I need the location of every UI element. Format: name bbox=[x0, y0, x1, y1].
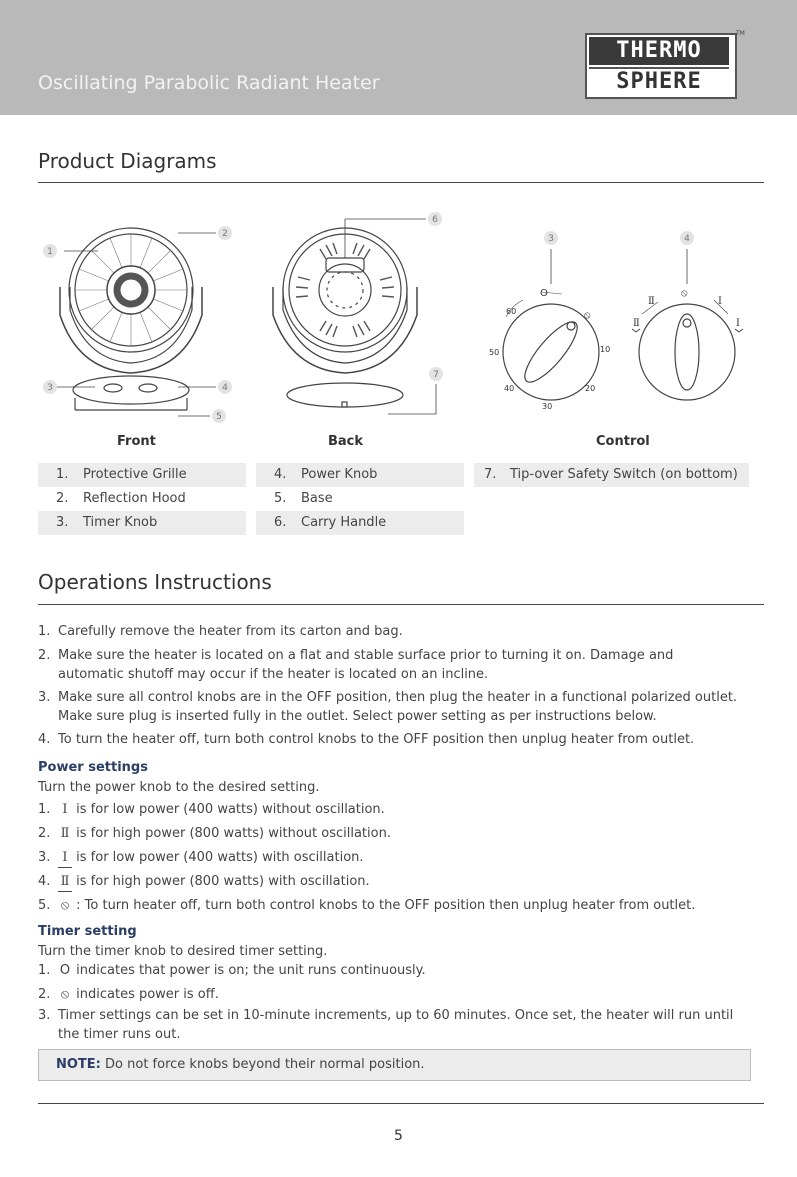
footer-divider bbox=[38, 1103, 764, 1104]
callout-6: 6 bbox=[432, 215, 438, 225]
control-caption: Control bbox=[596, 434, 650, 449]
low-power-oscillation-icon: I bbox=[58, 848, 72, 868]
list-item: 4. Power Knob bbox=[256, 463, 464, 487]
list-item: 3. Timer Knob bbox=[38, 511, 246, 535]
note-box bbox=[38, 1049, 751, 1081]
section-divider bbox=[38, 604, 764, 605]
timer-label-on: O bbox=[540, 288, 548, 299]
power-label-off: ⦸ bbox=[681, 288, 688, 299]
product-diagrams-heading: Product Diagrams bbox=[38, 149, 217, 173]
front-diagram bbox=[38, 205, 238, 425]
timer-label-50: 50 bbox=[489, 348, 500, 357]
callout-5: 5 bbox=[216, 412, 222, 422]
power-label-low: I bbox=[718, 296, 722, 307]
callout-4: 4 bbox=[222, 383, 228, 393]
power-knob-callout: 4 bbox=[684, 234, 690, 244]
off-icon: ⦸ bbox=[60, 987, 70, 1002]
callout-1: 1 bbox=[47, 247, 53, 257]
timer-setting-heading: Timer setting bbox=[38, 924, 137, 939]
operations-heading: Operations Instructions bbox=[38, 570, 272, 594]
control-diagram bbox=[478, 222, 768, 422]
timer-knob-callout: 3 bbox=[548, 234, 554, 244]
power-settings-heading: Power settings bbox=[38, 760, 148, 775]
callout-2: 2 bbox=[222, 229, 228, 239]
product-title: Oscillating Parabolic Radiant Heater bbox=[38, 72, 380, 94]
oscillation-arrow-icons bbox=[632, 329, 743, 332]
front-base bbox=[73, 376, 189, 404]
note-label: NOTE: bbox=[56, 1057, 101, 1072]
callout-7: 7 bbox=[433, 370, 439, 380]
page-number: 5 bbox=[394, 1128, 403, 1144]
timer-setting-intro: Turn the timer knob to desired timer setting. bbox=[38, 944, 328, 959]
power-settings-intro: Turn the power knob to the desired setting. bbox=[38, 780, 320, 795]
carry-handle bbox=[326, 258, 364, 272]
front-caption: Front bbox=[117, 434, 156, 449]
timer-label-30: 30 bbox=[542, 402, 553, 411]
list-item: 7. Tip-over Safety Switch (on bottom) bbox=[474, 463, 749, 487]
off-icon: ⦸ bbox=[60, 898, 70, 913]
high-power-oscillation-icon: Ⅱ bbox=[58, 872, 72, 892]
timer-label-20: 20 bbox=[585, 384, 596, 393]
on-icon: O bbox=[59, 963, 71, 978]
list-item: 1. Protective Grille bbox=[38, 463, 246, 487]
high-power-icon: Ⅱ bbox=[60, 826, 70, 841]
timer-label-off: ⦸ bbox=[584, 310, 591, 321]
power-knob-dial bbox=[639, 304, 735, 400]
logo-bottom-text: SPHERE bbox=[589, 67, 729, 95]
trademark-mark: TM bbox=[736, 30, 745, 37]
low-power-icon: I bbox=[62, 802, 68, 817]
note-text: Do not force knobs beyond their normal position. bbox=[105, 1057, 425, 1072]
callout-3: 3 bbox=[47, 383, 53, 393]
power-knob-grip bbox=[675, 314, 699, 390]
back-caption: Back bbox=[328, 434, 364, 449]
power-label-high: Ⅱ bbox=[648, 296, 655, 307]
page-header bbox=[0, 0, 797, 115]
timer-label-10: 10 bbox=[600, 345, 611, 354]
back-diagram bbox=[258, 205, 458, 425]
timer-label-40: 40 bbox=[504, 384, 515, 393]
list-item: 5. Base bbox=[274, 491, 333, 506]
list-item: 2. Reflection Hood bbox=[56, 491, 186, 506]
timer-label-60: 60 bbox=[506, 307, 517, 316]
back-base bbox=[287, 383, 403, 407]
power-label-osc-high: Ⅱ bbox=[633, 318, 640, 329]
power-label-osc-low: I bbox=[736, 318, 740, 329]
logo-top-text: THERMO bbox=[589, 37, 729, 65]
thermosphere-logo bbox=[585, 33, 737, 99]
list-item: 6. Carry Handle bbox=[256, 511, 464, 535]
section-divider bbox=[38, 182, 764, 183]
